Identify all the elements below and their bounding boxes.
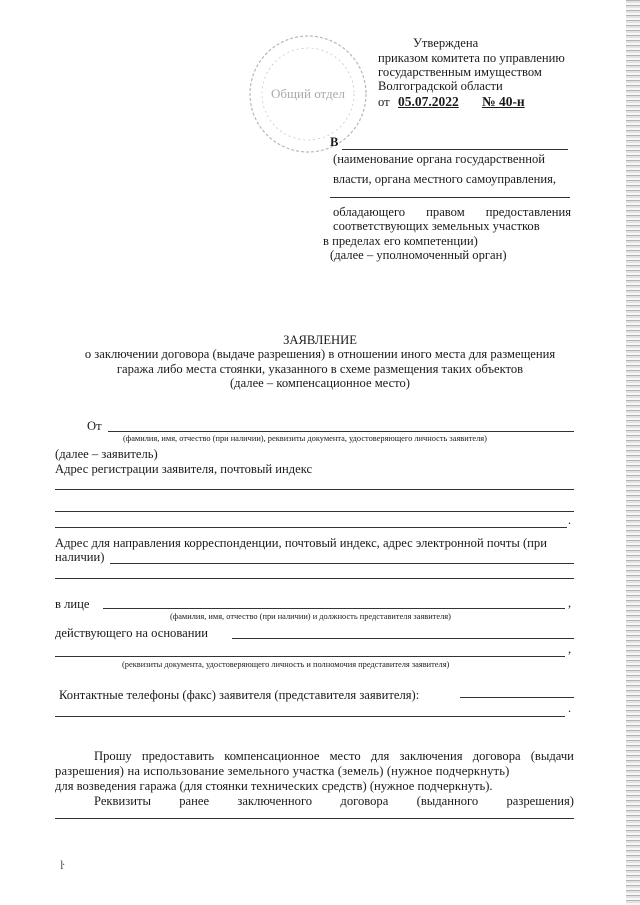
document-subtitle-1: о заключении договора (выдаче разрешения) в отношении иного места для размещения: [84, 347, 556, 361]
document-subtitle-3: (далее – компенсационное место): [229, 376, 410, 390]
from-field-line[interactable]: [108, 431, 574, 432]
basis-line-2[interactable]: [55, 656, 565, 657]
corr-address-line-2[interactable]: [55, 578, 574, 579]
addressee-line: [342, 149, 568, 150]
request-line-2: разрешения) на использование земельного участка (земель) (нужное подчеркнуть): [55, 764, 510, 778]
phones-line-1[interactable]: [460, 697, 574, 698]
office-stamp: [246, 32, 370, 156]
addressee-hint-2: власти, органа местного самоуправления,: [333, 172, 557, 186]
corr-address-line-1[interactable]: [110, 563, 574, 564]
corr-address-label-2: наличии): [55, 550, 105, 564]
basis-line-1[interactable]: [232, 638, 574, 639]
from-hint: (фамилия, имя, отчество (при наличии), реквизиты документа, удостоверяющего личность заявителя): [123, 434, 487, 443]
phones-line-2[interactable]: [55, 716, 565, 717]
basis-hint: (реквизиты документа, удостоверяющего личность и полномочия представителя заявителя): [122, 660, 450, 669]
reg-address-period: .: [568, 513, 572, 527]
representative-comma: ,: [568, 596, 572, 610]
approval-line-4: Волгоградской области: [378, 79, 503, 93]
document-subtitle-2: гаража либо места стоянки, указанного в схеме размещения таких объектов: [116, 362, 524, 376]
approval-number: № 40-н: [482, 94, 525, 109]
corr-address-label-1: Адрес для направления корреспонденции, почтовый индекс, адрес электронной почты (при: [55, 536, 547, 550]
reg-address-line-2[interactable]: [55, 511, 574, 512]
request-line-1: Прошу предоставить компенсационное место для заключения договора (выдачи: [94, 749, 574, 763]
approval-line-1: Утверждена: [413, 36, 479, 50]
approval-line-3: государственным имуществом: [378, 65, 542, 79]
footer-mark: ŀ: [60, 858, 65, 872]
addressee-hint-3: обладающего правом предоставления: [333, 205, 571, 219]
addressee-hint-5: в пределах его компетенции): [323, 234, 478, 248]
addressee-prefix: В: [330, 135, 339, 149]
addressee-hint-1: (наименование органа государственной: [333, 152, 546, 166]
approval-date: 05.07.2022: [398, 94, 459, 109]
stamp-text: Общий отдел: [271, 86, 345, 101]
representative-line[interactable]: [103, 608, 565, 609]
from-label: От: [87, 419, 102, 433]
representative-hint: (фамилия, имя, отчество (при наличии) и должность представителя заявителя): [170, 612, 451, 621]
phones-period: .: [568, 701, 572, 715]
phones-label: Контактные телефоны (факс) заявителя (представителя заявителя):: [59, 688, 420, 702]
prev-contract-field-line[interactable]: [55, 818, 574, 819]
reg-address-line-3[interactable]: [55, 527, 567, 528]
addressee-line-2: [330, 197, 570, 198]
prev-contract-line: Реквизиты ранее заключенного договора (выданного разрешения): [94, 794, 574, 808]
scan-edge: [626, 0, 640, 905]
applicant-note: (далее – заявитель): [55, 447, 158, 461]
approval-date-prefix: от: [378, 95, 390, 109]
document-title: ЗАЯВЛЕНИЕ: [283, 333, 357, 347]
addressee-hint-4: соответствующих земельных участков: [333, 219, 540, 233]
basis-label: действующего на основании: [55, 626, 208, 640]
basis-comma: ,: [568, 642, 572, 656]
request-line-3: для возведения гаража (для стоянки технических средств) (нужное подчеркнуть).: [55, 779, 493, 793]
reg-address-label: Адрес регистрации заявителя, почтовый индекс: [55, 462, 313, 476]
representative-label: в лице: [55, 597, 90, 611]
reg-address-line-1[interactable]: [55, 489, 574, 490]
addressee-hint-6: (далее – уполномоченный орган): [330, 248, 507, 262]
approval-line-2: приказом комитета по управлению: [378, 51, 565, 65]
